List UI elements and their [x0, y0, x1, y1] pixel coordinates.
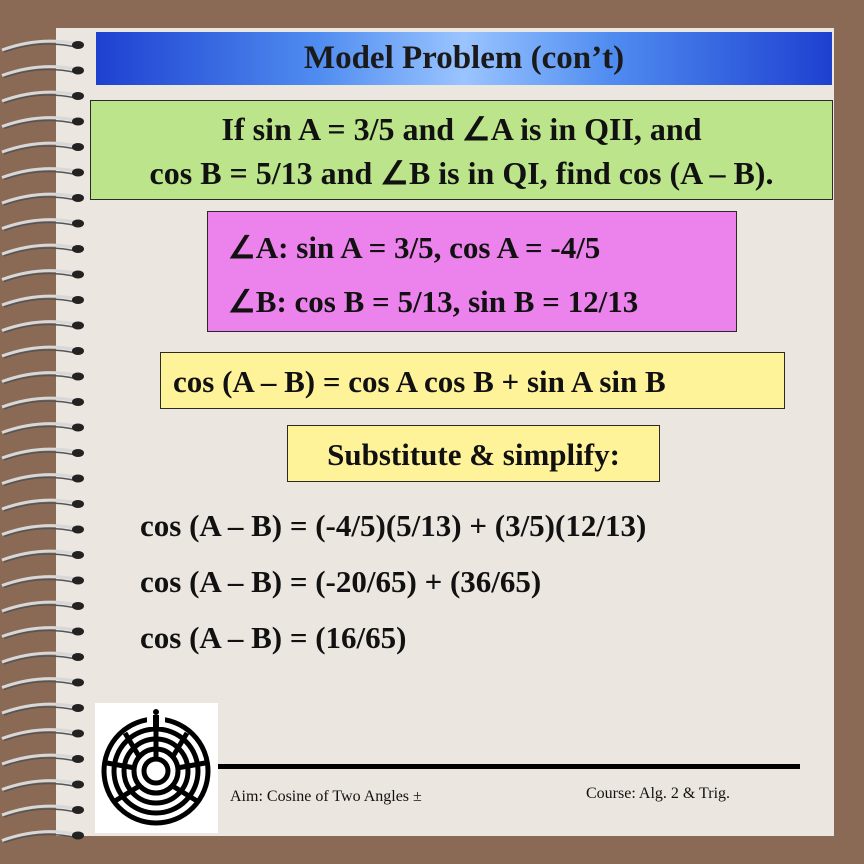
spiral-binding-icon [0, 0, 100, 864]
angle-values-box [207, 211, 737, 332]
binding-hole [72, 551, 84, 559]
man-in-maze-icon [95, 703, 218, 833]
binding-hole [72, 424, 84, 432]
binding-hole [72, 398, 84, 406]
binding-hole [72, 449, 84, 457]
binding-hole [72, 322, 84, 330]
binding-hole [72, 806, 84, 814]
binding-hole [72, 347, 84, 355]
binding-hole [72, 475, 84, 483]
binding-hole [72, 628, 84, 636]
binding-hole [72, 118, 84, 126]
binding-hole [72, 220, 84, 228]
problem-statement [90, 100, 833, 200]
problem-line-1: If sin A = 3/5 and ∠A is in QII, and [221, 111, 702, 147]
binding-hole [72, 92, 84, 100]
binding-hole [72, 730, 84, 738]
binding-hole [72, 296, 84, 304]
solution-step-1: cos (A – B) = (-4/5)(5/13) + (3/5)(12/13) [140, 508, 647, 543]
binding-hole [72, 500, 84, 508]
cosine-difference-formula: cos (A – B) = cos A cos B + sin A sin B [160, 352, 785, 409]
angle-b-values: ∠B: cos B = 5/13, sin B = 12/13 [228, 284, 639, 319]
binding-hole [72, 781, 84, 789]
binding-hole [72, 41, 84, 49]
maze-logo [95, 703, 218, 833]
binding-hole [72, 755, 84, 763]
angle-a-values: ∠A: sin A = 3/5, cos A = -4/5 [228, 230, 601, 265]
aim-label: Aim: Cosine of Two Angles ± [230, 788, 422, 805]
footer-divider [218, 764, 800, 769]
title-bar [96, 32, 832, 85]
solution-step-2: cos (A – B) = (-20/65) + (36/65) [140, 564, 542, 599]
problem-line-2: cos B = 5/13 and ∠B is in QI, find cos (A – B). [149, 155, 774, 191]
course-label: Course: Alg. 2 & Trig. [586, 785, 731, 802]
binding-hole [72, 602, 84, 610]
binding-hole [72, 373, 84, 381]
binding-hole [72, 67, 84, 75]
page-title: Model Problem (con’t) [303, 40, 625, 76]
binding-hole [72, 169, 84, 177]
binding-hole [72, 194, 84, 202]
binding-hole [72, 245, 84, 253]
binding-hole [72, 577, 84, 585]
binding-hole [72, 679, 84, 687]
solution-step-3: cos (A – B) = (16/65) [140, 620, 407, 655]
substitute-label: Substitute & simplify: [287, 425, 660, 482]
binding-hole [72, 704, 84, 712]
binding-hole [72, 832, 84, 840]
binding-hole [72, 271, 84, 279]
binding-hole [72, 143, 84, 151]
binding-hole [72, 653, 84, 661]
binding-hole [72, 526, 84, 534]
